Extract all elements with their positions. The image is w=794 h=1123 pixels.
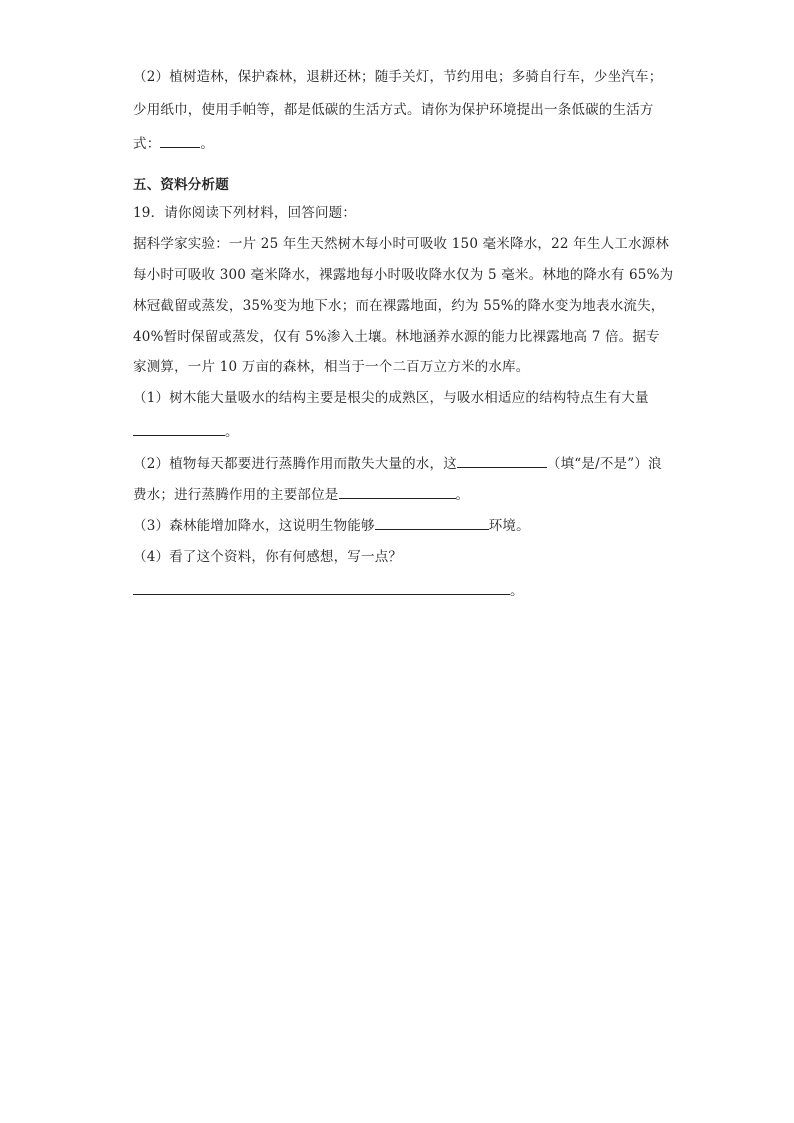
- q19-sub2-text: （2）植物每天都要进行蒸腾作用而散失大量的水，这: [133, 456, 457, 472]
- q19-sub2-line-2: [133, 484, 469, 505]
- q19-sub1-blank[interactable]: [133, 421, 225, 436]
- q19-sub4: （4）看了这个资料，你有何感想，写一点？: [133, 549, 403, 565]
- q18-part2-line-2: 少用纸巾，使用手帕等，都是低碳的生活方式。请你为保护环境提出一条低碳的生活方: [133, 102, 654, 118]
- q19-sub3-end: 环境。: [488, 518, 530, 534]
- q19-sub3-text: （3）森林能增加降水，这说明生物能够: [133, 518, 375, 534]
- material-line: 林冠截留或蒸发，35%变为地下水；而在裸露地面，约为 55%的降水变为地表水流失，: [133, 298, 665, 314]
- material-line: 40%暂时保留或蒸发，仅有 5%渗入土壤。林地涵养水源的能力比裸露地高 7 倍。据专: [133, 329, 660, 345]
- q19-sub2-text-2: 费水；进行蒸腾作用的主要部位是: [133, 487, 339, 503]
- section-title: 五、资料分析题: [133, 177, 229, 193]
- q19-sub3-blank[interactable]: [375, 515, 489, 530]
- q18-answer-prefix: 式：: [133, 136, 161, 152]
- q18-part2-line-3: [133, 133, 214, 154]
- q19-sub2-hint: （填“是/不是”）浪: [546, 456, 662, 472]
- q19-sub2-line-1: [133, 453, 662, 474]
- material-line: 家测算，一片 10 万亩的森林，相当于一个二百万立方米的水库。: [133, 359, 530, 375]
- q19-sub1-line-2: [133, 421, 239, 442]
- q19-sub4-answer-line: [133, 580, 524, 601]
- q19-sub1-line-1: （1）树木能大量吸水的结构主要是根尖的成熟区，与吸水相适应的结构特点生有大量: [133, 390, 649, 406]
- material-line: 每小时可吸收 300 毫米降水，裸露地每小时吸收降水仅为 5 毫米。林地的降水有 65%为: [133, 267, 674, 283]
- q18-answer-end: 。: [200, 136, 215, 152]
- q19-sub3: [133, 515, 530, 536]
- q19-stem: 19．请你阅读下列材料，回答问题：: [133, 205, 357, 221]
- q19-sub1-end: 。: [225, 424, 239, 440]
- q18-answer-blank[interactable]: [160, 133, 200, 148]
- q19-sub2-end: 。: [455, 487, 470, 503]
- q18-part2-line-1: （2）植树造林，保护森林，退耕还林；随手关灯，节约用电；多骑自行车，少坐汽车；: [133, 69, 663, 85]
- material-line: 据科学家实验：一片 25 年生天然树木每小时可吸收 150 毫米降水，22 年生人工水源林: [133, 236, 670, 252]
- q19-sub4-end: 。: [510, 583, 524, 599]
- q19-sub4-blank[interactable]: [133, 580, 510, 595]
- q19-sub2-blank-1[interactable]: [457, 453, 547, 468]
- q19-sub2-blank-2[interactable]: [339, 484, 456, 499]
